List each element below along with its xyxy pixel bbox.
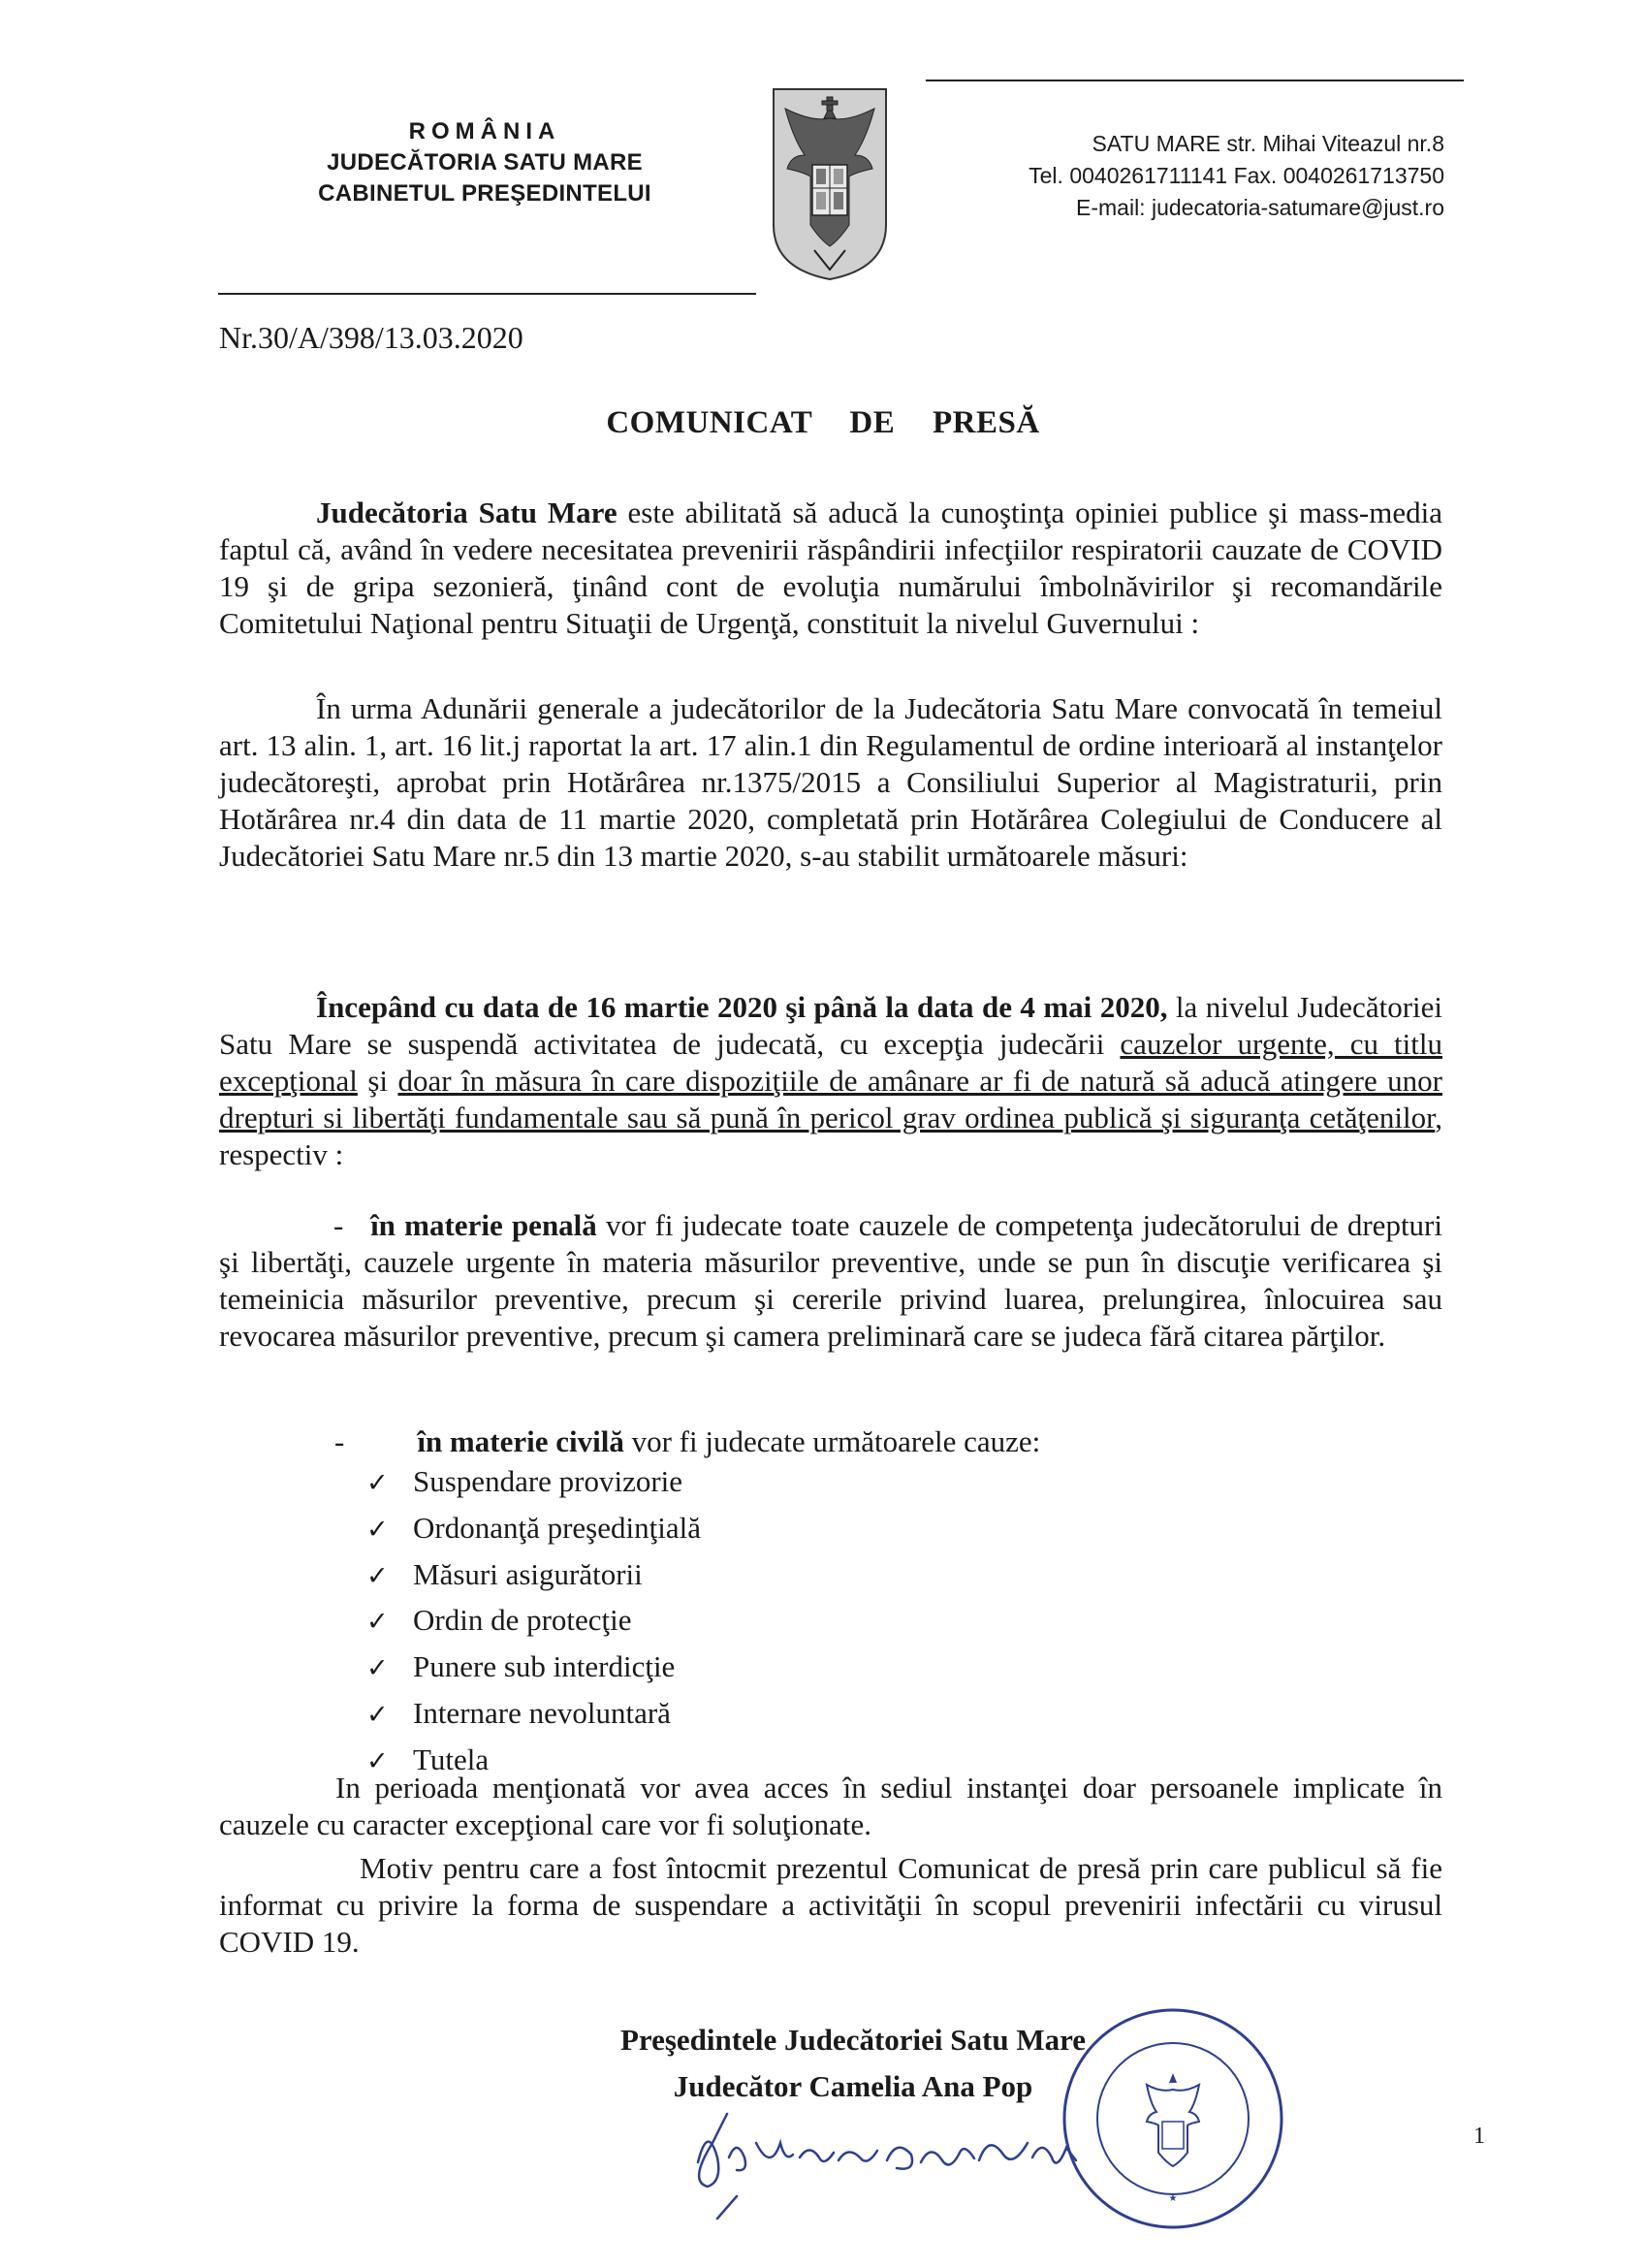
- checkmark-icon: ✓: [366, 1607, 389, 1638]
- paragraph-assembly: [219, 690, 1442, 875]
- civil-case-label: Suspendare provizorie: [413, 1464, 683, 1498]
- civil-case-label: Ordin de protecţie: [413, 1603, 632, 1638]
- civil-dash: -: [334, 1424, 345, 1458]
- paragraph-suspension: [219, 989, 1442, 1173]
- header-institution: [281, 116, 688, 209]
- checkmark-icon: ✓: [366, 1699, 389, 1730]
- suspension-period: Începând cu data de 16 martie 2020 şi până la data de 4 mai 2020,: [316, 990, 1168, 1024]
- civil-case-list: [366, 1459, 701, 1784]
- handwritten-signature: [679, 2104, 1105, 2220]
- penal-heading: în materie penală: [370, 1208, 597, 1242]
- header-rule-left: [218, 293, 756, 295]
- civil-section: [334, 1423, 1040, 1460]
- suspension-text-2: şi: [357, 1064, 398, 1098]
- civil-case-item: [366, 1598, 701, 1645]
- civil-case-label: Punere sub interdicţie: [413, 1649, 676, 1684]
- page-number: 1: [1473, 2124, 1485, 2149]
- header-country: ROMÂNIA: [408, 118, 561, 144]
- header-phone: Tel. 0040261711141 Fax. 0040261713750: [1029, 163, 1444, 188]
- header-court: JUDECĂTORIA SATU MARE: [327, 149, 643, 176]
- civil-heading: în materie civilă: [417, 1424, 624, 1458]
- checkmark-icon: ✓: [366, 1745, 389, 1776]
- suspension-underline-1: cauzelor urgente, cu titlu excepţional: [219, 1027, 1442, 1098]
- paragraph-access: [219, 1770, 1442, 1843]
- checkmark-icon: ✓: [366, 1468, 389, 1498]
- coat-of-arms-icon: [766, 80, 894, 283]
- registration-number: Nr.30/A/398/13.03.2020: [219, 320, 523, 355]
- signer-name: Judecător Camelia Ana Pop: [673, 2069, 1033, 2103]
- court-stamp: [1052, 1997, 1294, 2240]
- checkmark-icon: ✓: [366, 1560, 389, 1591]
- civil-case-item: [366, 1691, 701, 1738]
- civil-case-label: Tutela: [413, 1741, 490, 1776]
- suspension-text-3: , respectiv :: [219, 1101, 1442, 1171]
- penal-text: vor fi judecate toate cauzele de competenţa judecătorului de drepturi şi libertăţi, cauzele urgente în materia măsurilor preventive, unde se pun în discuţie verificarea şi temeinicia măsurilor preventive, precum şi cererile privind luarea, prelungirea, înlocuirea sau revocarea măsurilor preventive, precum şi camera preliminară care se judeca fără citarea părţilor.: [219, 1208, 1442, 1353]
- svg-text:★: ★: [1168, 2193, 1178, 2204]
- civil-case-item: [366, 1645, 701, 1691]
- checkmark-icon: ✓: [366, 1653, 389, 1684]
- paragraph-intro: [219, 495, 1442, 642]
- paragraph-intro-text: este abilitată să aducă la cunoştinţa opiniei publice şi mass-media faptul că, având în vedere necesitatea prevenirii răspândirii infecţiilor respiratorii cauzate de COVID 19 şi de gripa sezonieră, ţinând cont de evoluţia numărului îmbolnăvirilor şi recomandările Comitetului Naţional pentru Situaţii de Urgenţă, constituit la nivelul Guvernului :: [219, 495, 1442, 640]
- civil-case-item: [366, 1459, 701, 1506]
- paragraph-assembly-text: În urma Adunării generale a judecătorilor de la Judecătoria Satu Mare convocată în temeiul art. 13 alin. 1, art. 16 lit.j raportat la art. 17 alin.1 din Regulamentul de ordine interioară al instanţelor judecătoreşti, aprobat prin Hotărârea nr.1375/2015 a Consiliului Superior al Magistraturii, prin Hotărârea nr.4 din data de 11 martie 2020, completată prin Hotărârea Colegiului de Conducere al Judecătoriei Satu Mare nr.5 din 13 martie 2020, s-au stabilit următoarele măsuri:: [219, 691, 1442, 873]
- header-cabinet: CABINETUL PREŞEDINTELUI: [318, 180, 651, 207]
- header-rule-right: [926, 80, 1464, 81]
- civil-text: vor fi judecate următoarele cauze:: [623, 1424, 1041, 1458]
- penal-section: [219, 1207, 1442, 1355]
- civil-case-label: Măsuri asigurătorii: [413, 1556, 643, 1591]
- civil-case-item: [366, 1552, 701, 1599]
- page-title: COMUNICAT DE PRESĂ: [606, 405, 1040, 440]
- paragraph-access-text: In perioada menţionată vor avea acces în sediul instanţei doar persoanele implicate în cauzele cu caracter excepţional care vor fi soluţionate.: [219, 1771, 1442, 1841]
- header-email: E-mail: judecatoria-satumare@just.ro: [1076, 195, 1444, 220]
- suspension-underline-2: doar în măsura în care dispoziţiile de amânare ar fi de natură să aducă atingere unor drepturi si libertăţi fundamentale sau să pună în pericol grav ordinea publică şi siguranţa cetăţenilor: [219, 1064, 1442, 1134]
- penal-dash: -: [333, 1208, 344, 1242]
- signer-title: Preşedintele Judecătoriei Satu Mare: [619, 2023, 1087, 2057]
- civil-case-item: [366, 1506, 701, 1552]
- paragraph-intro-lead: Judecătoria Satu Mare: [316, 495, 617, 529]
- checkmark-icon: ✓: [366, 1514, 389, 1545]
- paragraph-motive: [219, 1850, 1442, 1961]
- header-contact: [979, 128, 1444, 224]
- header-address: SATU MARE str. Mihai Viteazul nr.8: [1092, 131, 1444, 156]
- civil-case-label: Ordonanţă preşedinţială: [413, 1510, 701, 1545]
- civil-case-label: Internare nevoluntară: [413, 1695, 671, 1730]
- suspension-text-1: la nivelul Judecătoriei Satu Mare se suspendă activitatea de judecată, cu excepţia judecării: [219, 990, 1442, 1061]
- paragraph-motive-text: Motiv pentru care a fost întocmit prezentul Comunicat de presă prin care publicul să fie informat cu privire la forma de suspendare a activităţii în scopul prevenirii infectării cu virusul COVID 19.: [219, 1851, 1442, 1959]
